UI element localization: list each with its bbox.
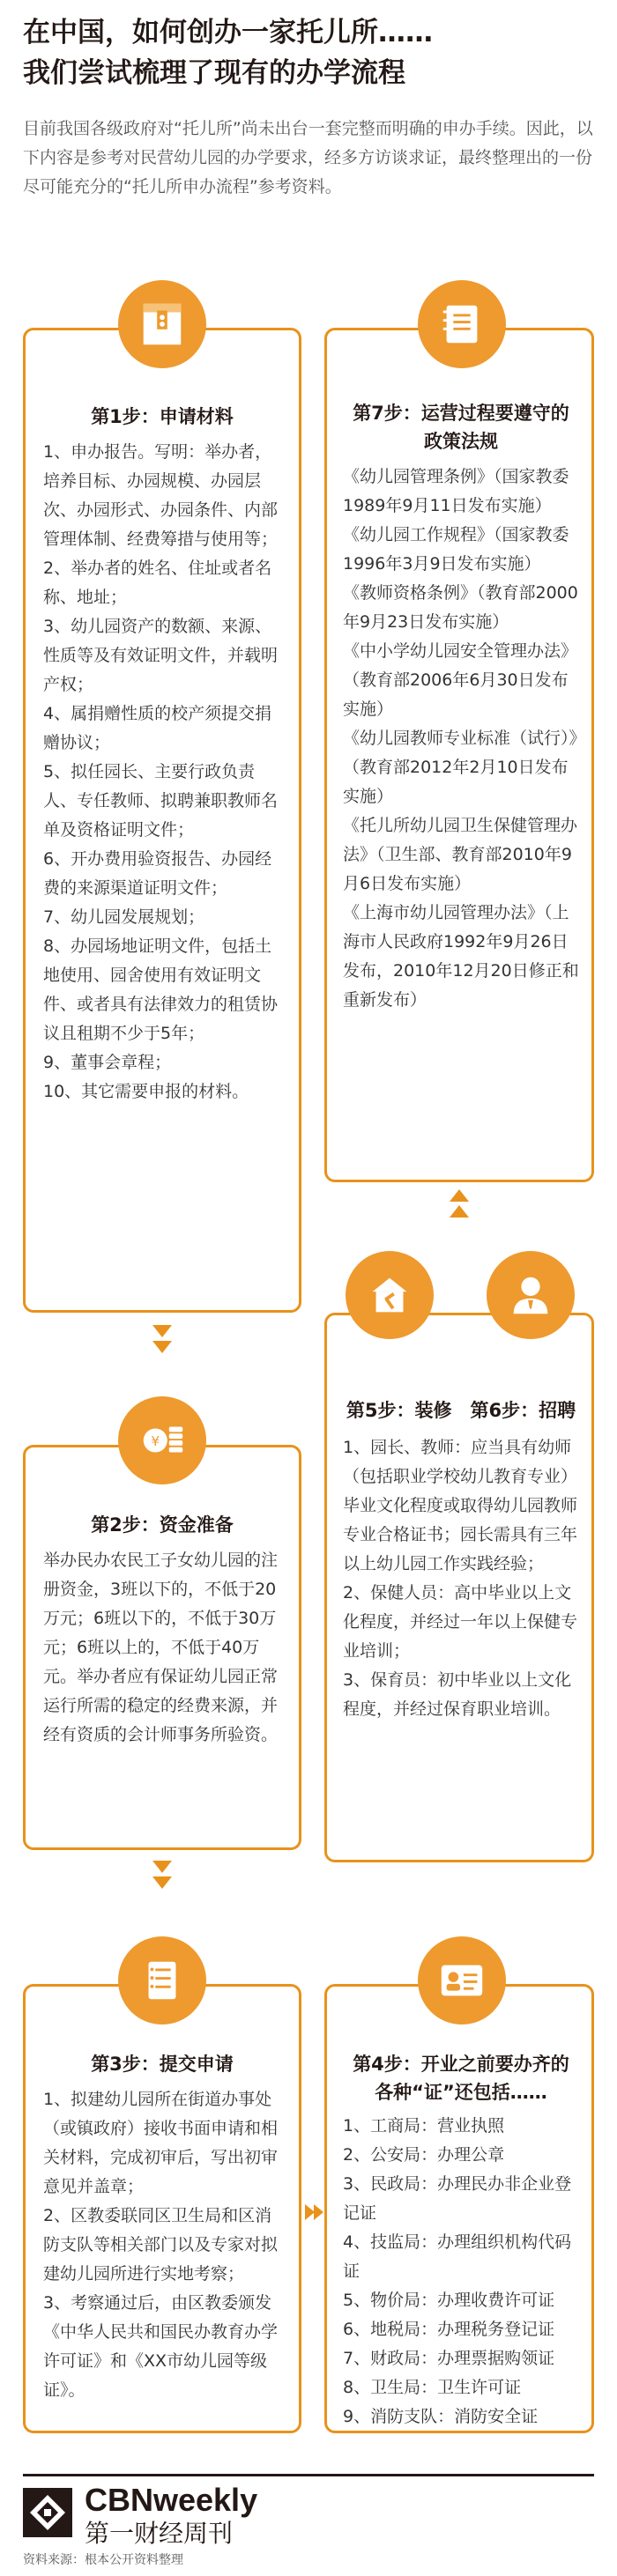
arrow-down-3 — [152, 1861, 172, 1873]
step3-item: 1、拟建幼儿园所在街道办事处（或镇政府）接收书面申请和相关材料，完成初审后，写出初审意见并盖章； — [43, 2090, 279, 2196]
step1-item: 1、申办报告。写明：举办者，培养目标、办园规模、办园层次、办园形式、办园条件、内部管理体制、经费筹措与使用等； — [43, 442, 279, 549]
step56-item: 1、园长、教师：应当具有幼师（包括职业学校幼儿教育专业）毕业文化程度或取得幼儿园教师专业合格证书；园长需具有三年以上幼儿园工作实践经验； — [343, 1438, 578, 1573]
step4-title-line2: 各种“证”还包括…… — [375, 2082, 547, 2103]
arrow-right-2 — [314, 2204, 323, 2220]
step7-item: 《幼儿园教师专业标准（试行）》（教育部2012年2月10日发布实施） — [343, 729, 578, 806]
step4-item: 5、物价局：办理收费许可证 — [343, 2291, 555, 2310]
arrow-down-4 — [152, 1876, 172, 1889]
step56-item: 2、保健人员：高中毕业以上文化程度，并经过一年以上保健专业培训； — [343, 1583, 578, 1661]
step1-item: 10、其它需要申报的材料。 — [43, 1082, 249, 1101]
arrow-down-2 — [152, 1341, 172, 1353]
step3-title: 第3步：提交申请 — [91, 2054, 234, 2075]
step3-card — [23, 1984, 301, 2433]
step7-item: 《幼儿园工作规程》（国家教委1996年3月9日发布实施） — [343, 525, 569, 574]
step7-item: 《幼儿园管理条例》（国家教委1989年9月11日发布实施） — [343, 467, 569, 515]
step1-item: 6、开办费用验资报告、办园经费的来源渠道证明文件； — [43, 849, 272, 898]
step4-card — [324, 1984, 594, 2433]
step4-body — [343, 2112, 579, 2432]
step4-item: 8、卫生局：卫生许可证 — [343, 2378, 522, 2397]
step7-item: 《托儿所幼儿园卫生保健管理办法》（卫生部、教育部2010年9月6日发布实施） — [343, 816, 578, 893]
step4-item: 9、消防支队：消防安全证 — [343, 2407, 539, 2426]
step4-item: 3、民政局：办理民办非企业登记证 — [343, 2174, 572, 2223]
step7-body — [343, 463, 579, 1015]
person-icon — [487, 1251, 575, 1339]
step4-title-line1: 第4步：开业之前要办齐的 — [353, 2054, 569, 2075]
step4-item: 6、地税局：办理税务登记证 — [343, 2320, 555, 2339]
step3-body — [43, 2085, 281, 2405]
step7-item: 《教师资格条例》（教育部2000年9月23日发布实施） — [343, 583, 578, 632]
title-line-2: 我们尝试梳理了现有的办学流程 — [23, 57, 405, 89]
coins-icon — [118, 1396, 206, 1484]
arrow-down-1 — [152, 1325, 172, 1337]
step2-card — [23, 1445, 301, 1850]
step1-item: 7、幼儿园发展规划； — [43, 907, 205, 927]
notebook-icon — [418, 280, 506, 368]
step2-body: 举办民办农民工子女幼儿园的注册资金，3班以下的，不低于20万元；6班以下的，不低于30万元；6班以上的，不低于40万元。举办者应有保证幼儿园正常运行所需的稳定的经费来源，并经有资质的会计师事务所验资。 — [43, 1551, 279, 1744]
step7-card — [324, 328, 594, 1182]
arrow-up-2 — [450, 1205, 469, 1218]
step7-item: 《上海市幼儿园管理办法》（上海市人民政府1992年9月26日发布，2010年12月20日修正和重新发布） — [343, 903, 579, 1010]
step7-title-line1: 第7步：运营过程要遵守的 — [353, 403, 569, 424]
step4-item: 1、工商局：营业执照 — [343, 2116, 505, 2136]
step1-item: 5、拟任园长、主要行政负责人、专任教师、拟聘兼职教师名单及资格证明文件； — [43, 762, 279, 840]
title-line-1: 在中国，如何创办一家托儿所…… — [23, 17, 433, 48]
step56-body — [343, 1433, 579, 1724]
step7-item: 《中小学幼儿园安全管理办法》（教育部2006年6月30日发布实施） — [343, 641, 578, 719]
step56-title: 第5步：装修 第6步：招聘 — [346, 1400, 576, 1421]
envelope-document-icon — [118, 280, 206, 368]
step4-item: 4、技监局：办理组织机构代码证 — [343, 2232, 572, 2281]
step7-title-line2: 政策法规 — [424, 431, 498, 452]
id-card-icon — [418, 1936, 506, 2025]
footer-divider — [23, 2474, 594, 2476]
step3-item: 3、考察通过后，由区教委颁发《中华人民共和国民办教育办学许可证》和《XX市幼儿园等级证》。 — [43, 2293, 279, 2400]
intro-text: 目前我国各级政府对“托儿所”尚未出台一套完整而明确的申办手续。因此，以下内容是参考对民营幼儿园的办学要求，经多方访谈求证，最终整理出的一份尽可能充分的“托儿所申办流程”参考资料。 — [23, 119, 593, 196]
step1-title: 第1步：申请材料 — [91, 406, 234, 427]
step2-title: 第2步：资金准备 — [91, 1514, 234, 1536]
step3-item: 2、区教委联同区卫生局和区消防支队等相关部门以及专家对拟建幼儿园所进行实地考察； — [43, 2206, 279, 2284]
step4-item: 7、财政局：办理票据购领证 — [343, 2349, 555, 2368]
page-title — [23, 12, 596, 93]
brand-chinese: 第一财经周刊 — [85, 2519, 234, 2548]
step1-card — [23, 328, 301, 1313]
cbnweekly-logo-icon — [23, 2488, 72, 2537]
step1-body — [43, 438, 281, 1107]
brand-english: CBNweekly — [85, 2482, 258, 2518]
svg-text:¥: ¥ — [151, 1432, 160, 1449]
step1-item: 2、举办者的姓名、住址或者名称、地址； — [43, 559, 272, 607]
arrow-up-1 — [450, 1189, 469, 1202]
step1-item: 4、属捐赠性质的校产须提交捐赠协议； — [43, 704, 272, 752]
checklist-icon — [118, 1936, 206, 2025]
step1-item: 3、幼儿园资产的数额、来源、性质等及有效证明文件，并载明产权； — [43, 617, 279, 694]
step4-item: 2、公安局：办理公章 — [343, 2145, 505, 2165]
step1-item: 8、办园场地证明文件，包括土地使用、园舍使用有效证明文件、或者具有法律效力的租赁协议且租期不少于5年； — [43, 936, 279, 1043]
step56-card — [324, 1313, 594, 1862]
step1-item: 9、董事会章程； — [43, 1053, 172, 1072]
step56-item: 3、保育员：初中毕业以上文化程度，并经过保育职业培训。 — [343, 1670, 572, 1719]
source-note: 资料来源：根本公开资料整理 — [23, 2553, 183, 2567]
building-hammer-icon — [346, 1251, 434, 1339]
